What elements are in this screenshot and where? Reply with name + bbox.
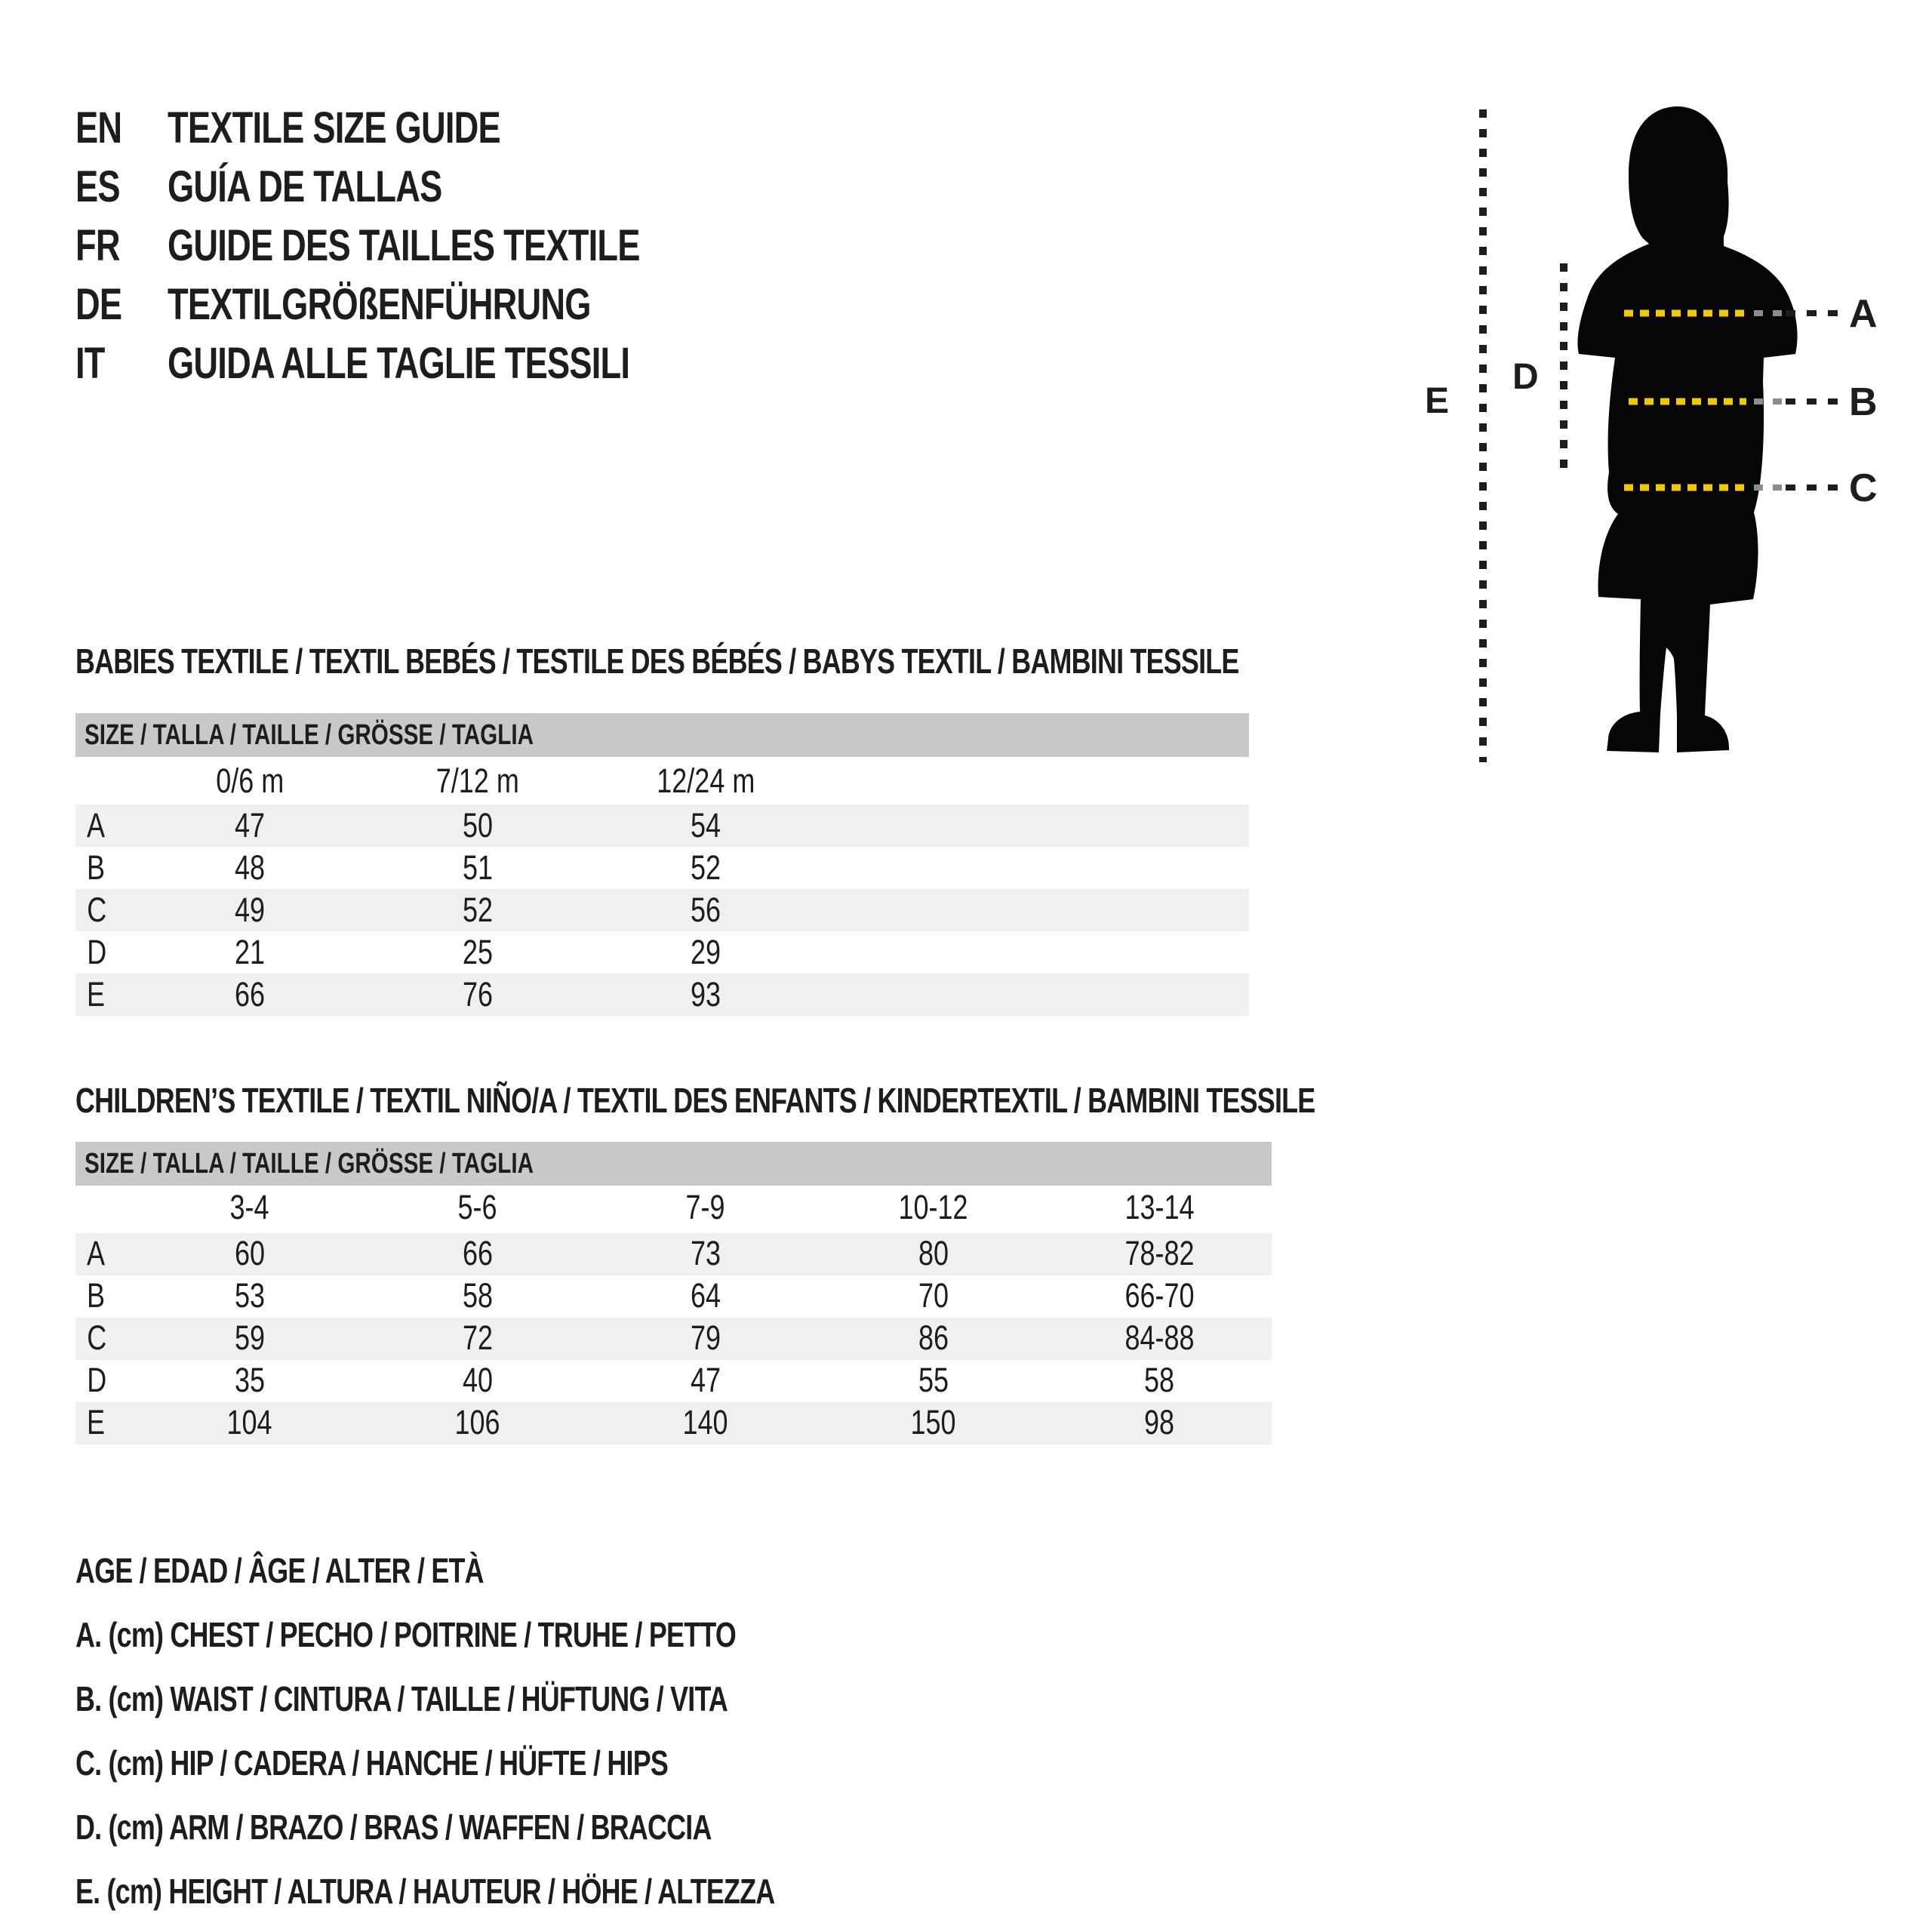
babies-row-b — [75, 847, 1249, 889]
cell-value: 78-82 — [1124, 1234, 1195, 1272]
cell-value: 66 — [462, 1234, 494, 1272]
lang-code-es: ES — [75, 162, 120, 211]
babies-col-12-24m: 12/24 m — [656, 761, 755, 800]
cell-value: 93 — [690, 975, 721, 1014]
row-label: A — [87, 1234, 106, 1272]
cell-value: 66 — [234, 975, 266, 1014]
children-row-b — [75, 1275, 1272, 1318]
babies-row-a — [75, 804, 1249, 847]
cell-value: 48 — [234, 848, 266, 887]
lang-row-fr — [75, 216, 773, 275]
babies-section-title: BABIES TEXTILE / TEXTIL BEBÉS / TESTILE DES BÉBÉS / BABYS TEXTIL / BAMBINI TESSILE — [75, 641, 1239, 681]
figure-label-d: D — [1512, 357, 1539, 397]
legend-hip-c: C. (cm) HIP / CADERA / HANCHE / HÜFTE / HIPS — [75, 1743, 669, 1783]
figure-label-b: B — [1849, 380, 1878, 424]
children-col-3-4: 3-4 — [229, 1187, 270, 1226]
babies-col-7-12m: 7/12 m — [435, 761, 520, 800]
row-label: D — [87, 1361, 107, 1399]
cell-value: 72 — [462, 1318, 494, 1357]
children-column-headers — [75, 1186, 1272, 1233]
legend-waist-b: B. (cm) WAIST / CINTURA / TAILLE / HÜFTUNG / VITA — [75, 1678, 728, 1718]
children-row-e — [75, 1402, 1272, 1444]
measurement-legend — [75, 1538, 972, 1923]
row-label: E — [87, 975, 106, 1014]
cell-value: 50 — [462, 806, 494, 844]
lang-title-fr: GUIDE DES TAILLES TEXTILE — [168, 220, 640, 270]
cell-value: 55 — [918, 1361, 949, 1399]
cell-value: 140 — [682, 1403, 729, 1441]
cell-value: 52 — [690, 848, 721, 887]
cell-value: 86 — [918, 1318, 949, 1357]
cell-value: 73 — [690, 1234, 721, 1272]
babies-row-d — [75, 931, 1249, 974]
lang-code-it: IT — [75, 338, 105, 388]
cell-value: 70 — [918, 1276, 949, 1315]
lang-title-es: GUÍA DE TALLAS — [168, 162, 442, 211]
children-size-table — [75, 1142, 1272, 1444]
babies-size-header-bar: SIZE / TALLA / TAILLE / GRÖSSE / TAGLIA — [75, 713, 1249, 757]
children-col-10-12: 10-12 — [898, 1187, 969, 1226]
cell-value: 29 — [690, 933, 721, 971]
cell-value: 51 — [462, 848, 494, 887]
cell-value: 21 — [234, 933, 266, 971]
children-col-13-14: 13-14 — [1124, 1187, 1195, 1226]
cell-value: 64 — [690, 1276, 721, 1315]
lang-row-it — [75, 334, 773, 392]
children-row-c — [75, 1318, 1272, 1360]
figure-label-c: C — [1849, 466, 1878, 510]
cell-value: 84-88 — [1124, 1318, 1195, 1357]
row-label: C — [87, 1318, 107, 1357]
babies-row-c — [75, 889, 1249, 931]
babies-column-headers — [75, 757, 1249, 804]
cell-value: 25 — [462, 933, 494, 971]
legend-height-e: E. (cm) HEIGHT / ALTURA / HAUTEUR / HÖHE / ALTEZZA — [75, 1871, 775, 1911]
legend-chest-a: A. (cm) CHEST / PECHO / POITRINE / TRUHE / PETTO — [75, 1614, 736, 1654]
children-size-header-bar: SIZE / TALLA / TAILLE / GRÖSSE / TAGLIA — [75, 1142, 1272, 1186]
children-col-5-6: 5-6 — [457, 1187, 498, 1226]
children-col-7-9: 7-9 — [685, 1187, 726, 1226]
cell-value: 58 — [462, 1276, 494, 1315]
language-title-block — [75, 98, 773, 392]
lang-row-es — [75, 157, 773, 216]
cell-value: 58 — [1144, 1361, 1175, 1399]
row-label: A — [87, 806, 106, 844]
row-label: B — [87, 848, 106, 887]
cell-value: 80 — [918, 1234, 949, 1272]
cell-value: 54 — [690, 806, 721, 844]
row-label: D — [87, 933, 107, 971]
cell-value: 60 — [234, 1234, 266, 1272]
row-label: E — [87, 1403, 106, 1441]
babies-size-table — [75, 713, 1249, 1016]
row-label: C — [87, 891, 107, 929]
legend-arm-d: D. (cm) ARM / BRAZO / BRAS / WAFFEN / BRACCIA — [75, 1807, 712, 1847]
cell-value: 40 — [462, 1361, 494, 1399]
cell-value: 98 — [1144, 1403, 1175, 1441]
figure-label-e: E — [1425, 381, 1450, 421]
cell-value: 47 — [690, 1361, 721, 1399]
lang-row-en — [75, 98, 773, 157]
cell-value: 53 — [234, 1276, 266, 1315]
cell-value: 66-70 — [1124, 1276, 1195, 1315]
babies-col-0-6m: 0/6 m — [215, 761, 285, 800]
cell-value: 52 — [462, 891, 494, 929]
cell-value: 35 — [234, 1361, 266, 1399]
cell-value: 59 — [234, 1318, 266, 1357]
cell-value: 106 — [454, 1403, 501, 1441]
babies-row-e — [75, 974, 1249, 1016]
lang-title-it: GUIDA ALLE TAGLIE TESSILI — [168, 338, 630, 388]
children-section-title: CHILDREN’S TEXTILE / TEXTIL NIÑO/A / TEXTIL DES ENFANTS / KINDERTEXTIL / BAMBINI TESSILE — [75, 1081, 1315, 1120]
figure-label-a: A — [1849, 292, 1878, 336]
lang-row-de — [75, 275, 773, 334]
lang-code-de: DE — [75, 279, 122, 329]
cell-value: 150 — [910, 1403, 957, 1441]
lang-title-en: TEXTILE SIZE GUIDE — [168, 103, 500, 152]
lang-code-en: EN — [75, 103, 122, 152]
cell-value: 76 — [462, 975, 494, 1014]
lang-code-fr: FR — [75, 220, 120, 270]
cell-value: 104 — [226, 1403, 273, 1441]
row-label: B — [87, 1276, 106, 1315]
child-silhouette — [1577, 106, 1797, 752]
cell-value: 47 — [234, 806, 266, 844]
legend-age: AGE / EDAD / ÂGE / ALTER / ETÀ — [75, 1550, 484, 1590]
cell-value: 79 — [690, 1318, 721, 1357]
cell-value: 49 — [234, 891, 266, 929]
cell-value: 56 — [690, 891, 721, 929]
children-row-d — [75, 1360, 1272, 1402]
children-row-a — [75, 1233, 1272, 1275]
measurement-figure — [1396, 45, 1932, 800]
lang-title-de: TEXTILGRÖßENFÜHRUNG — [168, 279, 591, 329]
